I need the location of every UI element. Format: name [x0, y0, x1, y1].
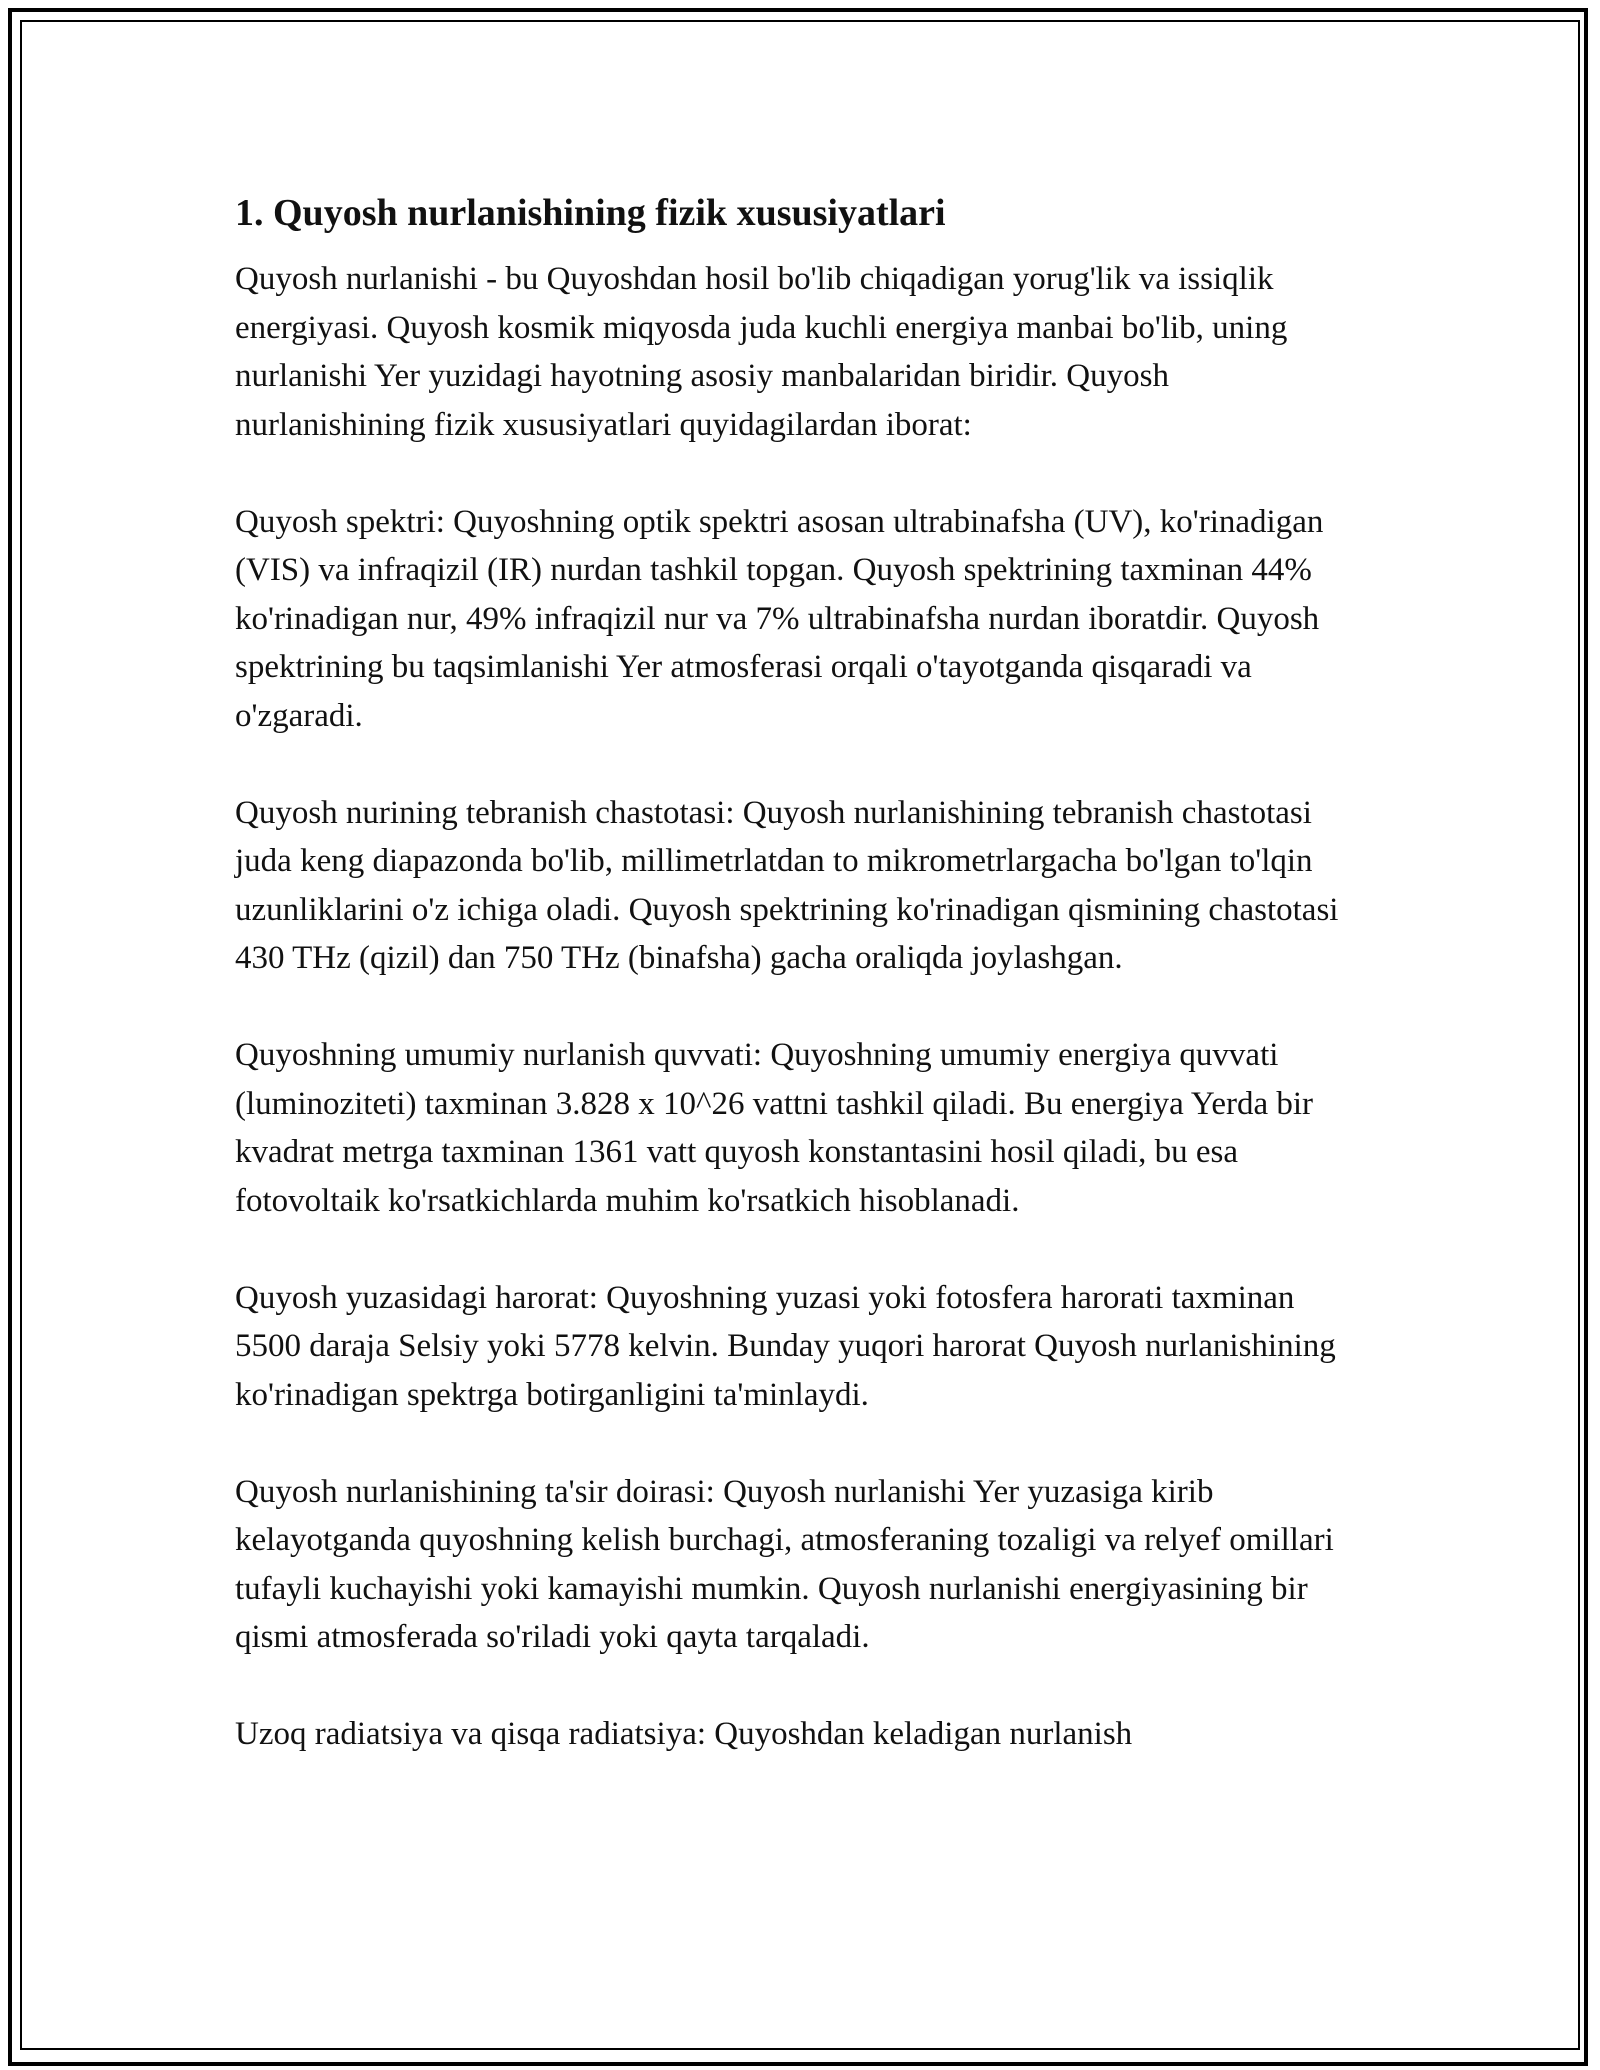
intro-paragraph: Quyosh nurlanishi - bu Quyoshdan hosil bo'lib chiqadigan yorug'lik va issiqlik energiyasi. Quyosh kosmik miqyosda juda kuchli energiya manbai bo'lib, uning nurlanishi Yer yuzidagi hayotning asosiy manbalaridan biridir. Quyosh nurlanishining fizik xususiyatlari quyidagilardan iborat: — [235, 261, 1288, 443]
solar-spectrum-paragraph: Quyosh spektri: Quyoshning optik spektri asosan ultrabinafsha (UV), ko'rinadigan (VIS) va infraqizil (IR) nurdan tashkil topgan. Quyosh spektrining taxminan 44% ko'rinadigan nur, 49% infraqizil nur va 7% ultrabinafsha nurdan iboratdir. Quyosh spektrining bu taqsimlanishi Yer atmosferasi orqali o'tayotganda qisqaradi va o'zgaradi. — [235, 503, 1324, 734]
radiation-power-paragraph: Quyoshning umumiy nurlanish quvvati: Quyoshning umumiy energiya quvvati (luminoziteti) taxminan 3.828 x 10^26 vattni tashkil qiladi. Bu energiya Yerda bir kvadrat metrga taxminan 1361 vatt quyosh konstantasini hosil qiladi, bu esa fotovoltaik ko'rsatkichlarda muhim ko'rsatkich hisoblanadi. — [235, 1037, 1314, 1219]
surface-temperature-paragraph: Quyosh yuzasidagi harorat: Quyoshning yuzasi yoki fotosfera harorati taxminan 5500 daraja Selsiy yoki 5778 kelvin. Bunday yuqori harorat Quyosh nurlanishining ko'rinadigan spektrga botirganligini ta'minlaydi. — [235, 1279, 1336, 1413]
oscillation-frequency-paragraph: Quyosh nurining tebranish chastotasi: Quyosh nurlanishining tebranish chastotasi juda keng diapazonda bo'lib, millimetrlatdan to mikrometrlargacha bo'lgan to'lqin uzunliklarini o'z ichiga oladi. Quyosh spektrining ko'rinadigan qismining chastotasi 430 THz (qizil) dan 750 THz (binafsha) gacha oraliqda joylashgan. — [235, 794, 1339, 976]
section-heading: 1. Quyosh nurlanishining fizik xususiyatlari — [235, 192, 946, 234]
radiation-influence-paragraph: Quyosh nurlanishining ta'sir doirasi: Quyosh nurlanishi Yer yuzasiga kirib kelayotganda quyoshning kelish burchagi, atmosferaning tozaligi va relyef omillari tufayli kuchayishi yoki kamayishi mumkin. Quyosh nurlanishi energiyasining bir qismi atmosferada so'riladi yoki qayta tarqaladi. — [235, 1473, 1334, 1655]
document-body — [235, 183, 1360, 1759]
long-short-radiation-paragraph: Uzoq radiatsiya va qisqa radiatsiya: Quyoshdan keladigan nurlanish — [235, 1716, 1133, 1752]
